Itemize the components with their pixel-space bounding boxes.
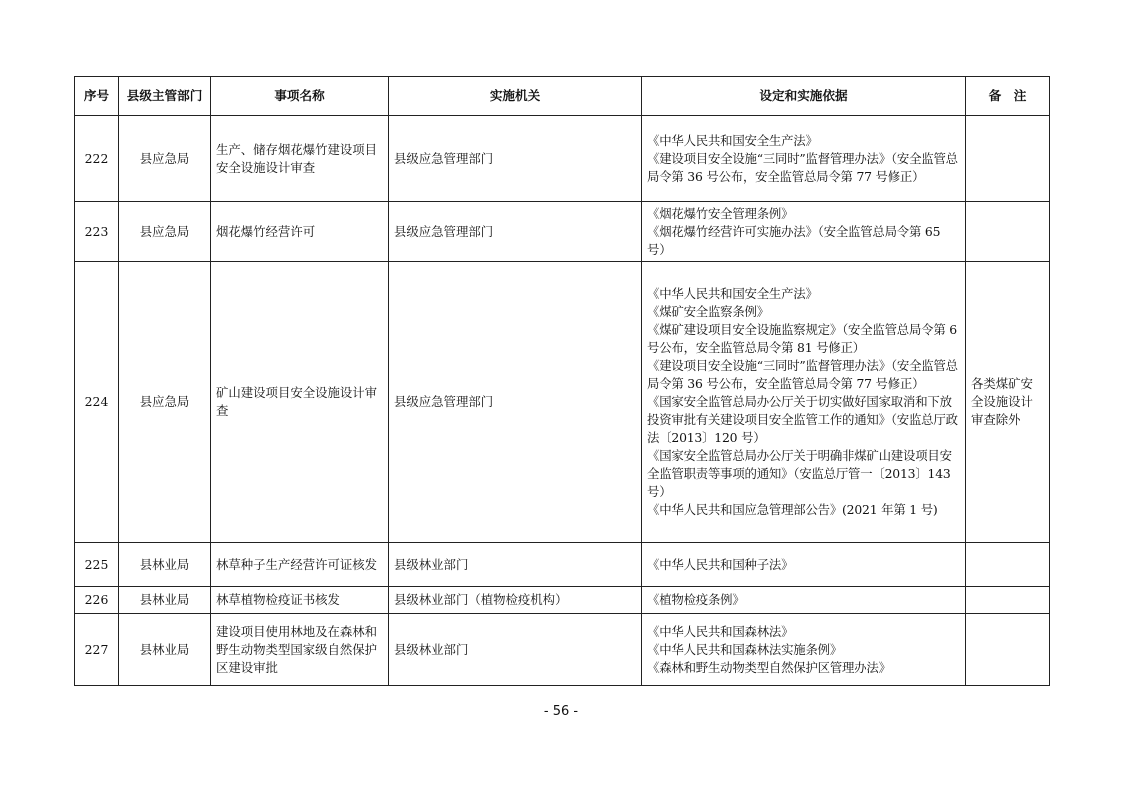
row-basis	[642, 116, 966, 202]
row-remark	[966, 614, 1050, 686]
row-no: 227	[75, 614, 119, 686]
row-no: 224	[75, 262, 119, 543]
header-basis: 设定和实施依据	[642, 77, 966, 116]
basis-line: 《烟花爆竹经营许可实施办法》（安全监管总局令第 65 号）	[647, 223, 941, 257]
header-dept: 县级主管部门	[119, 77, 211, 116]
basis-line: 《森林和野生动物类型自然保护区管理办法》	[647, 659, 891, 675]
row-item: 烟花爆竹经营许可	[211, 202, 389, 262]
table-row	[75, 614, 1050, 686]
row-remark: 各类煤矿安全设施设计审查除外	[966, 262, 1050, 543]
row-dept: 县林业局	[119, 543, 211, 587]
header-item: 事项名称	[211, 77, 389, 116]
items-table	[74, 76, 1050, 686]
basis-line: 《中华人民共和国安全生产法》	[647, 132, 818, 148]
basis-line: 《植物检疫条例》	[647, 592, 745, 607]
basis-line: 《中华人民共和国森林法实施条例》	[647, 641, 843, 657]
basis-line: 《建设项目安全设施“三同时”监督管理办法》（安全监管总局令第 36 号公布，安全监管总局令第 77 号修正）	[647, 150, 958, 184]
basis-line: 《烟花爆竹安全管理条例》	[647, 205, 794, 221]
table-header-row	[75, 77, 1050, 116]
row-remark	[966, 543, 1050, 587]
row-agency: 县级应急管理部门	[389, 262, 642, 543]
row-basis	[642, 543, 966, 587]
row-no: 225	[75, 543, 119, 587]
basis-line: 《中华人民共和国安全生产法》	[647, 286, 818, 301]
row-agency: 县级应急管理部门	[389, 202, 642, 262]
row-no: 226	[75, 587, 119, 614]
table-row	[75, 202, 1050, 262]
basis-line: 《国家安全监管总局办公厅关于切实做好国家取消和下放投资审批有关建设项目安全监管工作的通知》（安监总厅政法〔2013〕120 号）	[647, 394, 958, 445]
row-dept: 县林业局	[119, 587, 211, 614]
basis-line: 《中华人民共和国应急管理部公告》(2021 年第 1 号)	[647, 502, 938, 517]
row-basis	[642, 262, 966, 543]
header-agency: 实施机关	[389, 77, 642, 116]
table-row	[75, 543, 1050, 587]
page-number: - 56 -	[543, 704, 579, 719]
row-basis	[642, 202, 966, 262]
row-no: 222	[75, 116, 119, 202]
basis-line: 《煤矿建设项目安全设施监察规定》（安全监管总局令第 6 号公布，安全监管总局令第 81 号修正）	[647, 322, 957, 355]
header-remark: 备 注	[966, 77, 1050, 116]
table-row	[75, 262, 1050, 543]
basis-line: 《中华人民共和国森林法》	[647, 623, 794, 639]
row-item: 林草植物检疫证书核发	[211, 587, 389, 614]
row-item: 建设项目使用林地及在森林和野生动物类型国家级自然保护区建设审批	[211, 614, 389, 686]
row-basis	[642, 614, 966, 686]
row-remark	[966, 587, 1050, 614]
row-remark	[966, 116, 1050, 202]
row-item: 生产、储存烟花爆竹建设项目安全设施设计审查	[211, 116, 389, 202]
row-item: 林草种子生产经营许可证核发	[211, 543, 389, 587]
row-remark	[966, 202, 1050, 262]
row-no: 223	[75, 202, 119, 262]
basis-line: 《国家安全监管总局办公厅关于明确非煤矿山建设项目安全监管职责等事项的通知》（安监总厅管一〔2013〕143 号）	[647, 448, 952, 499]
row-item: 矿山建设项目安全设施设计审查	[211, 262, 389, 543]
row-dept: 县应急局	[119, 116, 211, 202]
table-row	[75, 116, 1050, 202]
row-dept: 县林业局	[119, 614, 211, 686]
basis-line: 《建设项目安全设施“三同时”监督管理办法》（安全监管总局令第 36 号公布，安全监管总局令第 77 号修正）	[647, 358, 958, 391]
row-dept: 县应急局	[119, 262, 211, 543]
basis-line: 《中华人民共和国种子法》	[647, 556, 794, 572]
row-dept: 县应急局	[119, 202, 211, 262]
header-no: 序号	[75, 77, 119, 116]
row-agency: 县级林业部门	[389, 543, 642, 587]
row-agency: 县级林业部门	[389, 614, 642, 686]
row-basis	[642, 587, 966, 614]
basis-line: 《煤矿安全监察条例》	[647, 304, 769, 319]
table-row	[75, 587, 1050, 614]
row-agency: 县级林业部门（植物检疫机构）	[389, 587, 642, 614]
row-agency: 县级应急管理部门	[389, 116, 642, 202]
